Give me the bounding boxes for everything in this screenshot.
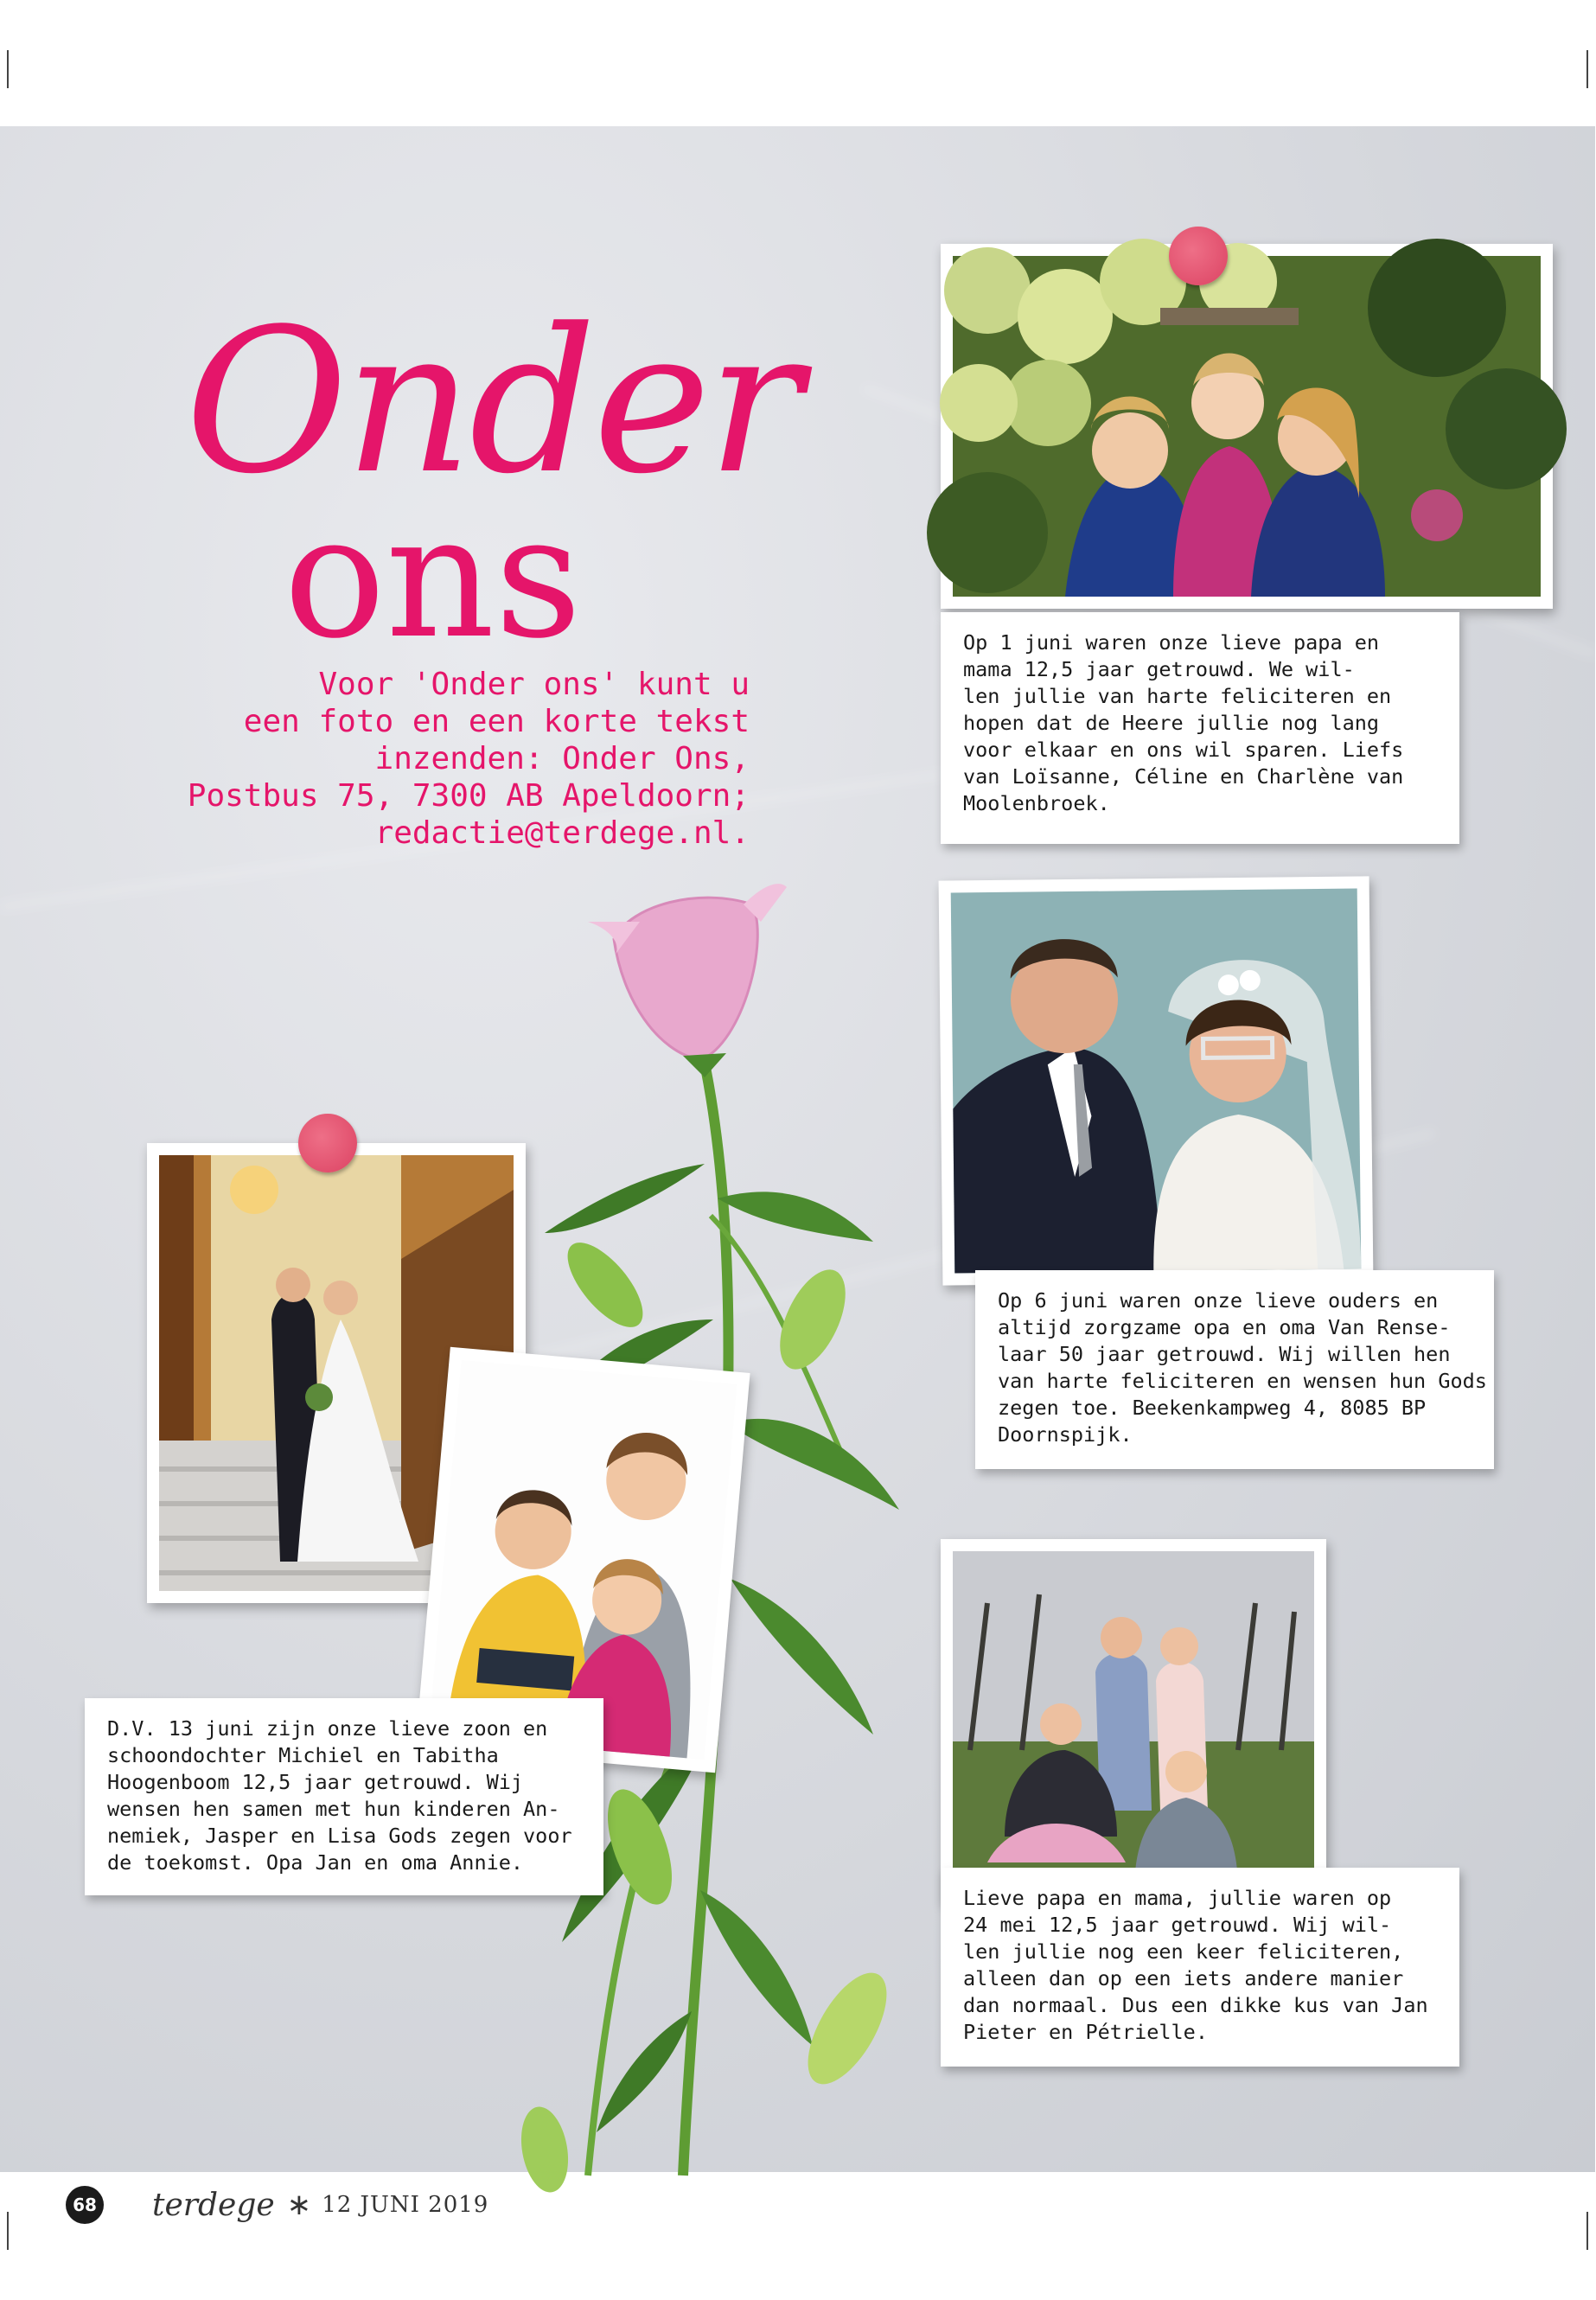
intro-text [144, 666, 750, 852]
intro-line: Postbus 75, 7300 AB Apeldoorn; [187, 778, 750, 814]
crop-mark [1586, 2212, 1588, 2250]
caption-line: len jullie nog een keer feliciteren, [963, 1939, 1404, 1964]
caption-line: schoondochter Michiel en Tabitha [107, 1743, 499, 1767]
issue-date: 12 JUNI 2019 [322, 2192, 489, 2218]
photo-frame-girls [941, 244, 1553, 609]
pin-red-top [1169, 227, 1228, 285]
caption-line: laar 50 jaar getrouwd. Wij willen hen [998, 1342, 1451, 1366]
caption-line: van harte feliciteren en wensen hun Gods [998, 1369, 1487, 1393]
crop-mark [1586, 50, 1588, 88]
caption-line: Op 1 juni waren onze lieve papa en [963, 630, 1380, 655]
caption-line: Pieter en Pétrielle. [963, 2020, 1208, 2044]
intro-line: inzenden: Onder Ons, [374, 741, 750, 776]
caption-line: Lieve papa en mama, jullie waren op [963, 1886, 1392, 1910]
crop-mark [7, 50, 9, 88]
caption-line: D.V. 13 juni zijn onze lieve zoon en [107, 1716, 548, 1741]
magazine-logo: terdege [152, 2187, 275, 2223]
photo-family-orchard [953, 1551, 1314, 1890]
photo-three-girls [953, 256, 1541, 597]
caption-line: mama 12,5 jaar getrouwd. We wil- [963, 657, 1355, 681]
photo-frame-family [941, 1539, 1326, 1902]
photo-couple-vintage [951, 889, 1362, 1274]
caption-line: altijd zorgzame opa en oma Van Rense- [998, 1315, 1451, 1339]
caption-line: Moolenbroek. [963, 791, 1110, 815]
pin-red-left [298, 1114, 357, 1172]
intro-line: een foto en een korte tekst [243, 704, 750, 739]
page-title-ons: ons [284, 479, 582, 676]
page-title-onder: Onder [185, 287, 799, 518]
photo-frame-golden [939, 876, 1374, 1285]
intro-line: Voor 'Onder ons' kunt u [318, 667, 750, 702]
caption-line: voor elkaar en ons wil sparen. Liefs [963, 738, 1404, 762]
caption-line: zegen toe. Beekenkampweg 4, 8085 BP [998, 1396, 1427, 1420]
caption-line: nemiek, Jasper en Lisa Gods zegen voor [107, 1824, 572, 1848]
caption-family [941, 1868, 1459, 2067]
crop-mark [7, 2212, 9, 2250]
caption-line: wensen hen samen met hun kinderen An- [107, 1797, 560, 1821]
caption-line: Op 6 juni waren onze lieve ouders en [998, 1288, 1439, 1313]
caption-line: alleen dan op een iets andere manier [963, 1966, 1404, 1990]
caption-girls [941, 612, 1459, 844]
caption-line: len jullie van harte feliciteren en [963, 684, 1392, 708]
page-number: 68 [66, 2186, 104, 2224]
magazine-page [0, 126, 1595, 2223]
page-footer [66, 2186, 488, 2224]
caption-line: hopen dat de Heere jullie nog lang [963, 711, 1380, 735]
caption-line: Hoogenboom 12,5 jaar getrouwd. Wij [107, 1770, 524, 1794]
caption-line: van Loïsanne, Céline en Charlène van [963, 764, 1404, 789]
caption-golden [975, 1270, 1494, 1469]
caption-line: 24 mei 12,5 jaar getrouwd. Wij wil- [963, 1913, 1392, 1937]
caption-line: dan normaal. Dus een dikke kus van Jan [963, 1993, 1428, 2017]
asterisk-icon: ∗ [286, 2188, 312, 2222]
intro-line: redactie@terdege.nl. [374, 815, 750, 851]
caption-line: Doornspijk. [998, 1422, 1133, 1447]
caption-wedding [85, 1698, 603, 1895]
caption-line: de toekomst. Opa Jan en oma Annie. [107, 1850, 524, 1875]
